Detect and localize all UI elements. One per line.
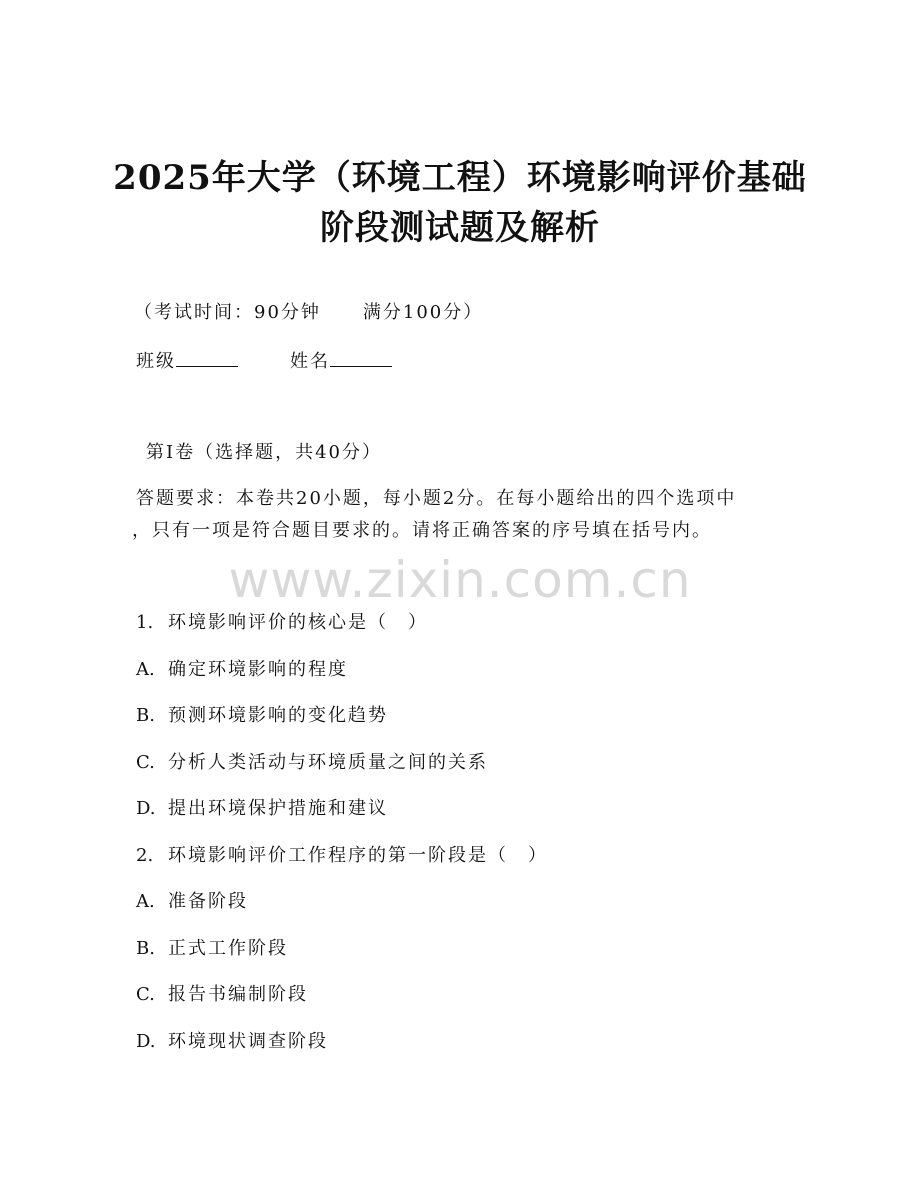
document-title-line-2: 阶段测试题及解析: [320, 208, 600, 248]
exam-info: [134, 300, 483, 326]
name-label: 姓名: [290, 351, 330, 372]
question-1-option-c: [136, 750, 488, 776]
question-number: 2.: [136, 845, 154, 866]
option-text: 正式工作阶段: [168, 938, 288, 959]
question-2-option-c: [136, 982, 308, 1008]
requirements-line-2: ，只有一项是符合题目要求的。请将正确答案的序号填在括号内。: [132, 520, 712, 541]
question-1: [136, 610, 428, 636]
option-label: A.: [136, 659, 155, 680]
option-label: A.: [136, 891, 155, 912]
option-label: B.: [136, 705, 155, 726]
option-label: C.: [136, 984, 155, 1005]
option-text: 确定环境影响的程度: [168, 659, 348, 680]
question-text: 环境影响评价工作程序的第一阶段是（ ）: [168, 845, 548, 866]
class-blank: [176, 348, 238, 367]
option-text: 提出环境保护措施和建议: [168, 798, 388, 819]
question-2-option-b: [136, 936, 288, 962]
question-2: [136, 843, 548, 869]
question-1-option-d: [136, 796, 388, 822]
full-score: 满分100分）: [362, 302, 484, 323]
question-1-option-b: [136, 703, 388, 729]
section-title: 第I卷（选择题，共40分）: [146, 442, 383, 463]
question-2-option-a: [136, 889, 248, 915]
option-label: C.: [136, 752, 155, 773]
option-label: D.: [136, 798, 156, 819]
question-2-option-d: [136, 1029, 328, 1055]
requirements-line-1: 答题要求：本卷共20小题，每小题2分。在每小题给出的四个选项中: [136, 488, 737, 509]
option-text: 准备阶段: [168, 891, 248, 912]
question-number: 1.: [136, 612, 154, 633]
option-text: 报告书编制阶段: [168, 984, 308, 1005]
name-blank: [330, 348, 392, 367]
question-text: 环境影响评价的核心是（ ）: [168, 612, 428, 633]
option-label: B.: [136, 938, 155, 959]
student-info-row: [136, 348, 392, 375]
option-label: D.: [136, 1031, 156, 1052]
exam-time: （考试时间：90分钟: [134, 302, 321, 323]
question-1-option-a: [136, 657, 348, 683]
option-text: 分析人类活动与环境质量之间的关系: [168, 752, 488, 773]
option-text: 预测环境影响的变化趋势: [168, 705, 388, 726]
watermark: www.zixin.com.cn: [228, 551, 692, 609]
class-label: 班级: [136, 351, 176, 372]
option-text: 环境现状调查阶段: [168, 1031, 328, 1052]
document-title-line-1: 2025年大学（环境工程）环境影响评价基础: [113, 158, 807, 198]
